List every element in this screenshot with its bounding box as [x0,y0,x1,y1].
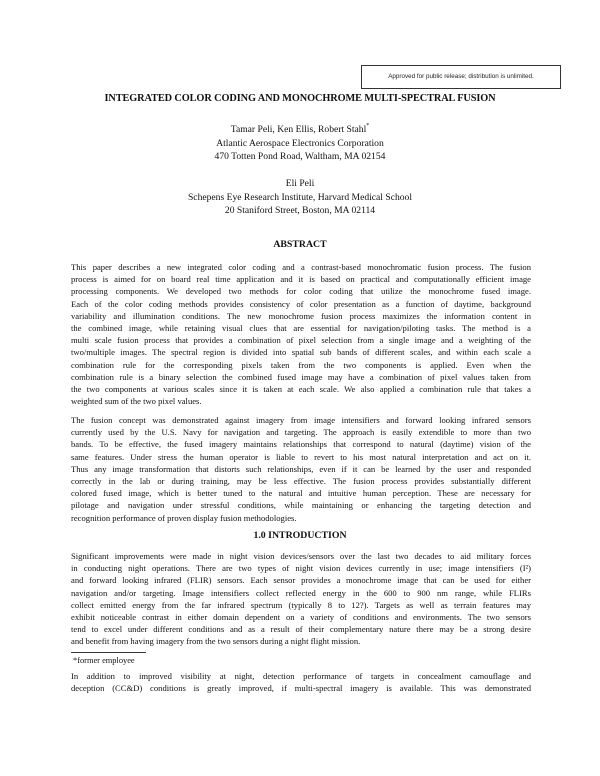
author-address: 470 Totten Pond Road, Waltham, MA 02154 [214,151,386,162]
text-line: Thus any image transformation that distorts such relationships, even if it can be learned by the user and responded [71,463,531,474]
text-line: collect emitted energy from the far infrared spectrum (typically 8 to 12?). Targets as well as terrain features may [71,599,531,610]
text-line: In addition to improved visibility at night, detection performance of targets in concealment camouflage and [71,671,531,681]
text-line: navigation and/or targeting. Image intensifiers collect reflected energy in the 600 to 900 nm range, while FLIRs [71,587,531,598]
author-block-2 [0,177,600,218]
text-line: The fusion concept was demonstrated against imagery from image intensifiers and forward looking infrared sensors [71,415,531,425]
text-line: two/multiple images. The spectral region is divided into spatial sub bands of different scales, and within each scale a [71,347,531,358]
text-line: deception (CC&D) conditions is greatly improved, if multi-spectral imagery is available. This was demonstrated [71,683,531,694]
author-names [0,123,600,137]
text-line: currently used by the U.S. Navy for navigation and targeting. The approach is easily extendible to more than two [71,427,531,438]
text-line: combination rule is a binary selection the combined fused image may have a combination of pixel values taken from [71,371,531,382]
author-block-1 [0,123,600,164]
introduction-paragraph-2 [71,670,531,694]
paper-title: INTEGRATED COLOR CODING AND MONOCHROME MULTI-SPECTRAL FUSION [104,93,496,104]
abstract-heading: ABSTRACT [273,239,327,250]
text-line: This paper describes a new integrated color coding and a contrast-based monochromatic fusion process. The fusion [71,262,531,272]
text-line: processing components. We developed two methods for color coding that utilize the monochrome fused image. [71,286,531,297]
text-line: in conducting night operations. There are two types of night vision devices currently in use; image intensifiers (I²) [71,563,531,574]
text-line: pilotage and navigation under stressful conditions, while maintaining or enhancing the targeting detection and [71,500,531,511]
text-line: the combined image, while retaining visual clues that are essential for navigation/piloting tasks. The method is a [71,322,531,333]
introduction-paragraph-1 [71,550,531,648]
author-affiliation: Schepens Eye Research Institute, Harvard Medical School [187,191,413,203]
text-line: correctly in the lab or during training, may be less effective. The fusion process provides substantially different [71,475,531,486]
introduction-heading: 1.0 INTRODUCTION [253,530,347,541]
text-line: recognition performance of proven display fusion methodologies. [71,512,297,523]
author-names: Eli Peli [285,178,315,189]
release-notice: Approved for public release; distribution is unlimited. [361,65,561,89]
footnote: *former employee [73,656,135,665]
text-line: combination rule for the corresponding pixels taken from the two components is applied. Even when the [71,359,531,370]
text-line: and benefit from having imagery from the two sensors during a night flight mission. [71,636,361,647]
text-line: variability and illumination conditions. The new monochrome fusion process maximizes the information content in [71,310,531,321]
text-line: exhibit noticeable contrast in either domain dependent on a variety of conditions and environments. The two sensors [71,611,531,622]
author-affiliation: Atlantic Aerospace Electronics Corporation [216,137,384,149]
text-line: Each of the color coding methods provides consistency of color presentation as a function of daytime, background [71,298,531,309]
abstract-paragraph-2 [71,414,531,524]
author-names-text: Tamar Peli, Ken Ellis, Robert Stahl [230,124,367,135]
abstract-paragraph-1 [71,261,531,407]
text-line: multi scale fusion process that provides a combination of pixel selection from a single image and a weighting of the [71,335,531,346]
text-line: Significant improvements were made in night vision devices/sensors over the last two decades to aid military forces [71,551,531,561]
text-line: colored fused image, which is better tuned to the natural and intuitive human perception. These are necessary for [71,488,531,499]
text-line: bands. To be effective, the fused imagery maintains relationships that correspond to natural (daytime) vision of the [71,439,531,450]
text-line: the two components at various scales since it is taken at each scale. We also applied a combination rule that takes a [71,383,531,394]
text-line: weighted sum of the two pixel values. [71,396,202,407]
author-address: 20 Staniford Street, Boston, MA 02114 [224,205,376,216]
text-line: same features. Under stress the human operator is liable to revert to his most natural interpretation and act on it. [71,451,531,462]
text-line: and forward looking infrared (FLIR) sensors. Each sensor provides a monochrome image that can be used for either [71,575,531,586]
text-line: tend to excel under different conditions and as a result of their complementary nature there may be a strong desire [71,624,531,635]
footnote-rule [71,652,146,653]
text-line: process is aimed for on board real time application and it is based on practical and computationally efficient image [71,274,531,285]
footnote-mark: * [366,123,370,129]
